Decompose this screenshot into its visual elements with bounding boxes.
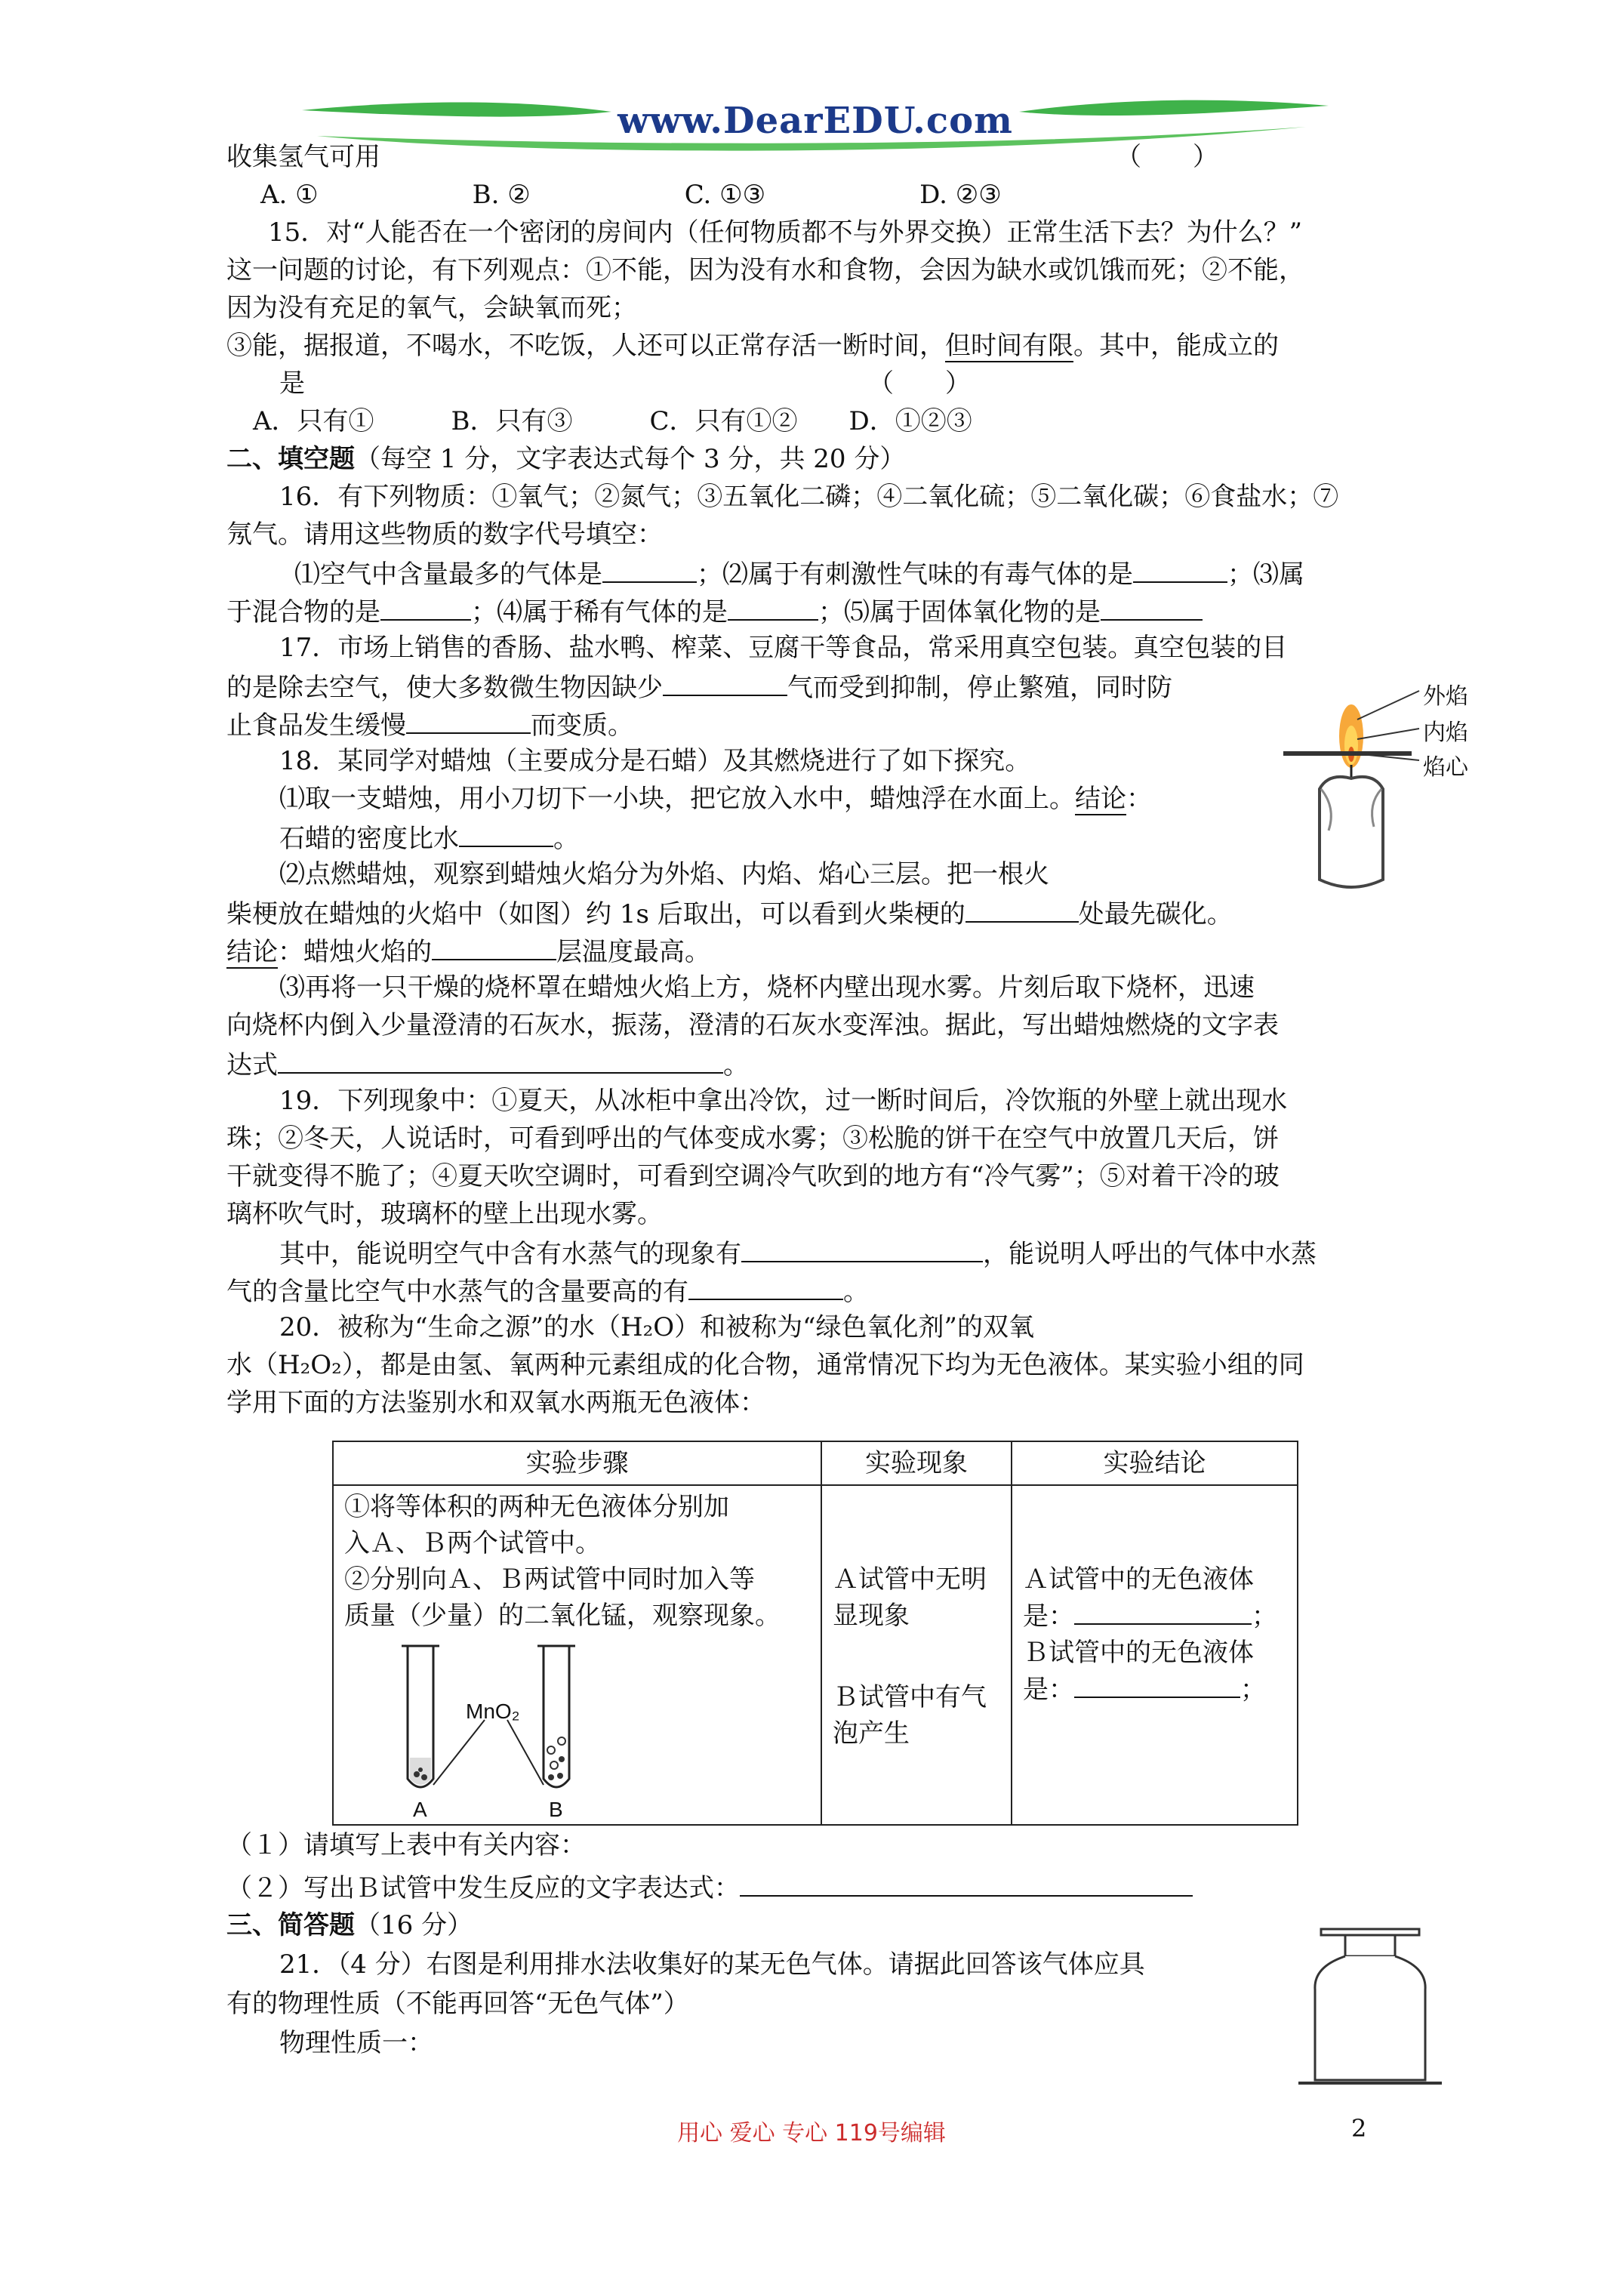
q16-line1: 16．有下列物质：①氧气；②氮气；③五氧化二磷；④二氧化硫；⑤二氧化碳；⑥食盐水；⑦ <box>279 482 1339 512</box>
tube-a-label: A <box>413 1798 427 1821</box>
conclusion-a-1: Ａ试管中的无色液体 <box>1023 1564 1254 1595</box>
step-text-3: ②分别向Ａ、Ｂ两试管中同时加入等 <box>344 1564 755 1595</box>
observation-b-1: Ｂ试管中有气 <box>833 1682 987 1712</box>
q15-options: A．只有① B．只有③ C．只有①② D．①②③ <box>253 406 972 436</box>
q17-line3: 止食品发生缓慢 而变质。 <box>226 707 633 742</box>
q18-line1: 18．某同学对蜡烛（主要成分是石蜡）及其燃烧进行了如下探究。 <box>279 746 1031 776</box>
q18-line8: 向烧杯内倒入少量澄清的石灰水，振荡，澄清的石灰水变浑浊。据此，写出蜡烛燃烧的文字表 <box>226 1010 1279 1040</box>
page-footer: 用心 爱心 专心 119号编辑 <box>677 2120 946 2147</box>
candle-flame-figure <box>1283 676 1480 902</box>
observation-a-1: Ａ试管中无明 <box>833 1564 987 1595</box>
q21-line3: 物理性质一： <box>279 2028 433 2058</box>
q18-line3: 石蜡的密度比水 。 <box>279 820 579 855</box>
flame-label-core: 焰心 <box>1423 755 1468 780</box>
step-text-2: 入Ａ、Ｂ两个试管中。 <box>344 1528 601 1558</box>
q18-line5: 柴梗放在蜡烛的火焰中（如图）约 1s 后取出，可以看到火柴梗的 处最先碳化。 <box>226 895 1233 931</box>
q14-answer-bracket: （ ） <box>1116 142 1218 172</box>
table-header-conclusion: 实验结论 <box>1012 1441 1298 1485</box>
step-text-1: ①将等体积的两种无色液体分别加 <box>344 1492 729 1522</box>
table-header-row <box>333 1441 1298 1485</box>
section3-title: 三、简答题（16 分） <box>226 1910 473 1940</box>
page-number: 2 <box>1351 2114 1367 2143</box>
table-header-steps: 实验步骤 <box>333 1441 821 1485</box>
conclusion-a-2: 是： ； <box>1023 1598 1286 1635</box>
q19-line2: 珠；②冬天，人说话时，可看到呼出的气体变成水雾；③松脆的饼干在空气中放置几天后，饼 <box>226 1123 1279 1154</box>
q14-stem: 收集氢气可用 <box>226 142 380 172</box>
q19-line1: 19．下列现象中：①夏天，从冰柜中拿出冷饮，过一断时间后，冷饮瓶的外壁上就出现水 <box>279 1086 1288 1116</box>
experiment-table <box>332 1441 1298 1826</box>
q15-line4: ③能，据报道，不喝水，不吃饭，人还可以正常存活一断时间，但时间有限。其中，能成立的 <box>226 331 1279 361</box>
observation-a-2: 显现象 <box>833 1601 910 1631</box>
q16-line4: 于混合物的是 ；⑷属于稀有气体的是 ；⑸属于固体氧化物的是 <box>226 593 1203 629</box>
q18-line4: ⑵点燃蜡烛，观察到蜡烛火焰分为外焰、内焰、焰心三层。把一根火 <box>279 859 1049 889</box>
section2-title: 二、填空题（每空 1 分，文字表达式每个 3 分，共 20 分） <box>226 444 906 474</box>
q19-line3: 干就变得不脆了；④夏天吹空调时，可看到空调冷气吹到的地方有“冷气雾”；⑤对着干冷的玻 <box>226 1161 1280 1191</box>
q16-line2: 氖气。请用这些物质的数字代号填空： <box>226 519 663 550</box>
table-cell-steps <box>333 1485 821 1825</box>
q15-answer-bracket: （ ） <box>868 368 971 399</box>
gas-bottle-icon <box>1298 1922 1442 2095</box>
q15-line1: 15．对“人能否在一个密闭的房间内（任何物质都不与外界交换）正常生活下去？为什么？” <box>268 217 1303 248</box>
flame-label-inner: 内焰 <box>1423 720 1468 745</box>
q19-line6: 气的含量比空气中水蒸气的含量要高的有 。 <box>226 1273 869 1308</box>
q18-line2: ⑴取一支蜡烛，用小刀切下一小块，把它放入水中，蜡烛浮在水面上。结论： <box>279 784 1152 814</box>
q21-line2: 有的物理性质（不能再回答“无色气体”） <box>226 1989 689 2019</box>
test-tubes-figure <box>394 1637 605 1821</box>
q15-line2: 这一问题的讨论，有下列观点：①不能，因为没有水和食物，会因为缺水或饥饿而死；②不能， <box>226 255 1304 285</box>
q20-sub1: （１）请填写上表中有关内容： <box>226 1830 586 1860</box>
table-header-observation: 实验现象 <box>821 1441 1012 1485</box>
q14-options: A. ① B. ② C. ①③ D. ②③ <box>260 180 1002 210</box>
q17-line2: 的是除去空气，使大多数微生物因缺少 气而受到抑制，停止繁殖，同时防 <box>226 669 1172 704</box>
table-cell-conclusion <box>1012 1485 1298 1825</box>
q15-line5: 是 <box>279 368 305 399</box>
q18-line6: 结论：蜡烛火焰的 层温度最高。 <box>226 933 710 969</box>
q20-line1: 20．被称为“生命之源”的水（H₂O）和被称为“绿色氧化剂”的双氧 <box>279 1312 1034 1342</box>
q19-line5: 其中，能说明空气中含有水蒸气的现象有 ，能说明人呼出的气体中水蒸 <box>279 1235 1317 1271</box>
q17-line1: 17．市场上销售的香肠、盐水鸭、榨菜、豆腐干等食品，常采用真空包装。真空包装的目 <box>279 633 1288 663</box>
q18-line9: 达式 。 <box>226 1046 749 1082</box>
q20-line2: 水（H₂O₂），都是由氢、氧两种元素组成的化合物，通常情况下均为无色液体。某实验小组的同 <box>226 1350 1304 1380</box>
tube-b-label: B <box>549 1798 563 1821</box>
q21-line1: 21．（4 分）右图是利用排水法收集好的某无色气体。请据此回答该气体应具 <box>279 1949 1145 1980</box>
conclusion-b-2: 是： ； <box>1023 1671 1286 1708</box>
table-cell-observation <box>821 1485 1012 1825</box>
q16-line3: ⑴空气中含量最多的气体是 ；⑵属于有刺激性气味的有毒气体的是 ；⑶属 <box>294 556 1304 591</box>
table-row <box>333 1485 1298 1825</box>
conclusion-b-1: Ｂ试管中的无色液体 <box>1023 1638 1254 1668</box>
site-url: www.DearEDU.com <box>617 100 1013 142</box>
q18-line7: ⑶再将一只干燥的烧杯罩在蜡烛火焰上方，烧杯内壁出现水雾。片刻后取下烧杯，迅速 <box>279 972 1255 1003</box>
observation-b-2: 泡产生 <box>833 1718 910 1749</box>
q15-line3: 因为没有充足的氧气，会缺氧而死； <box>226 293 637 323</box>
q20-sub2: （２）写出Ｂ试管中发生反应的文字表达式： <box>226 1869 1193 1905</box>
gas-bottle-figure <box>1298 1922 1442 2095</box>
q19-line4: 璃杯吹气时，玻璃杯的壁上出现水雾。 <box>226 1199 663 1229</box>
q20-line3: 学用下面的方法鉴别水和双氧水两瓶无色液体： <box>226 1388 765 1418</box>
flame-label-outer: 外焰 <box>1423 684 1468 709</box>
mno2-label: MnO₂ <box>466 1700 520 1723</box>
step-text-4: 质量（少量）的二氧化锰，观察现象。 <box>344 1601 781 1631</box>
